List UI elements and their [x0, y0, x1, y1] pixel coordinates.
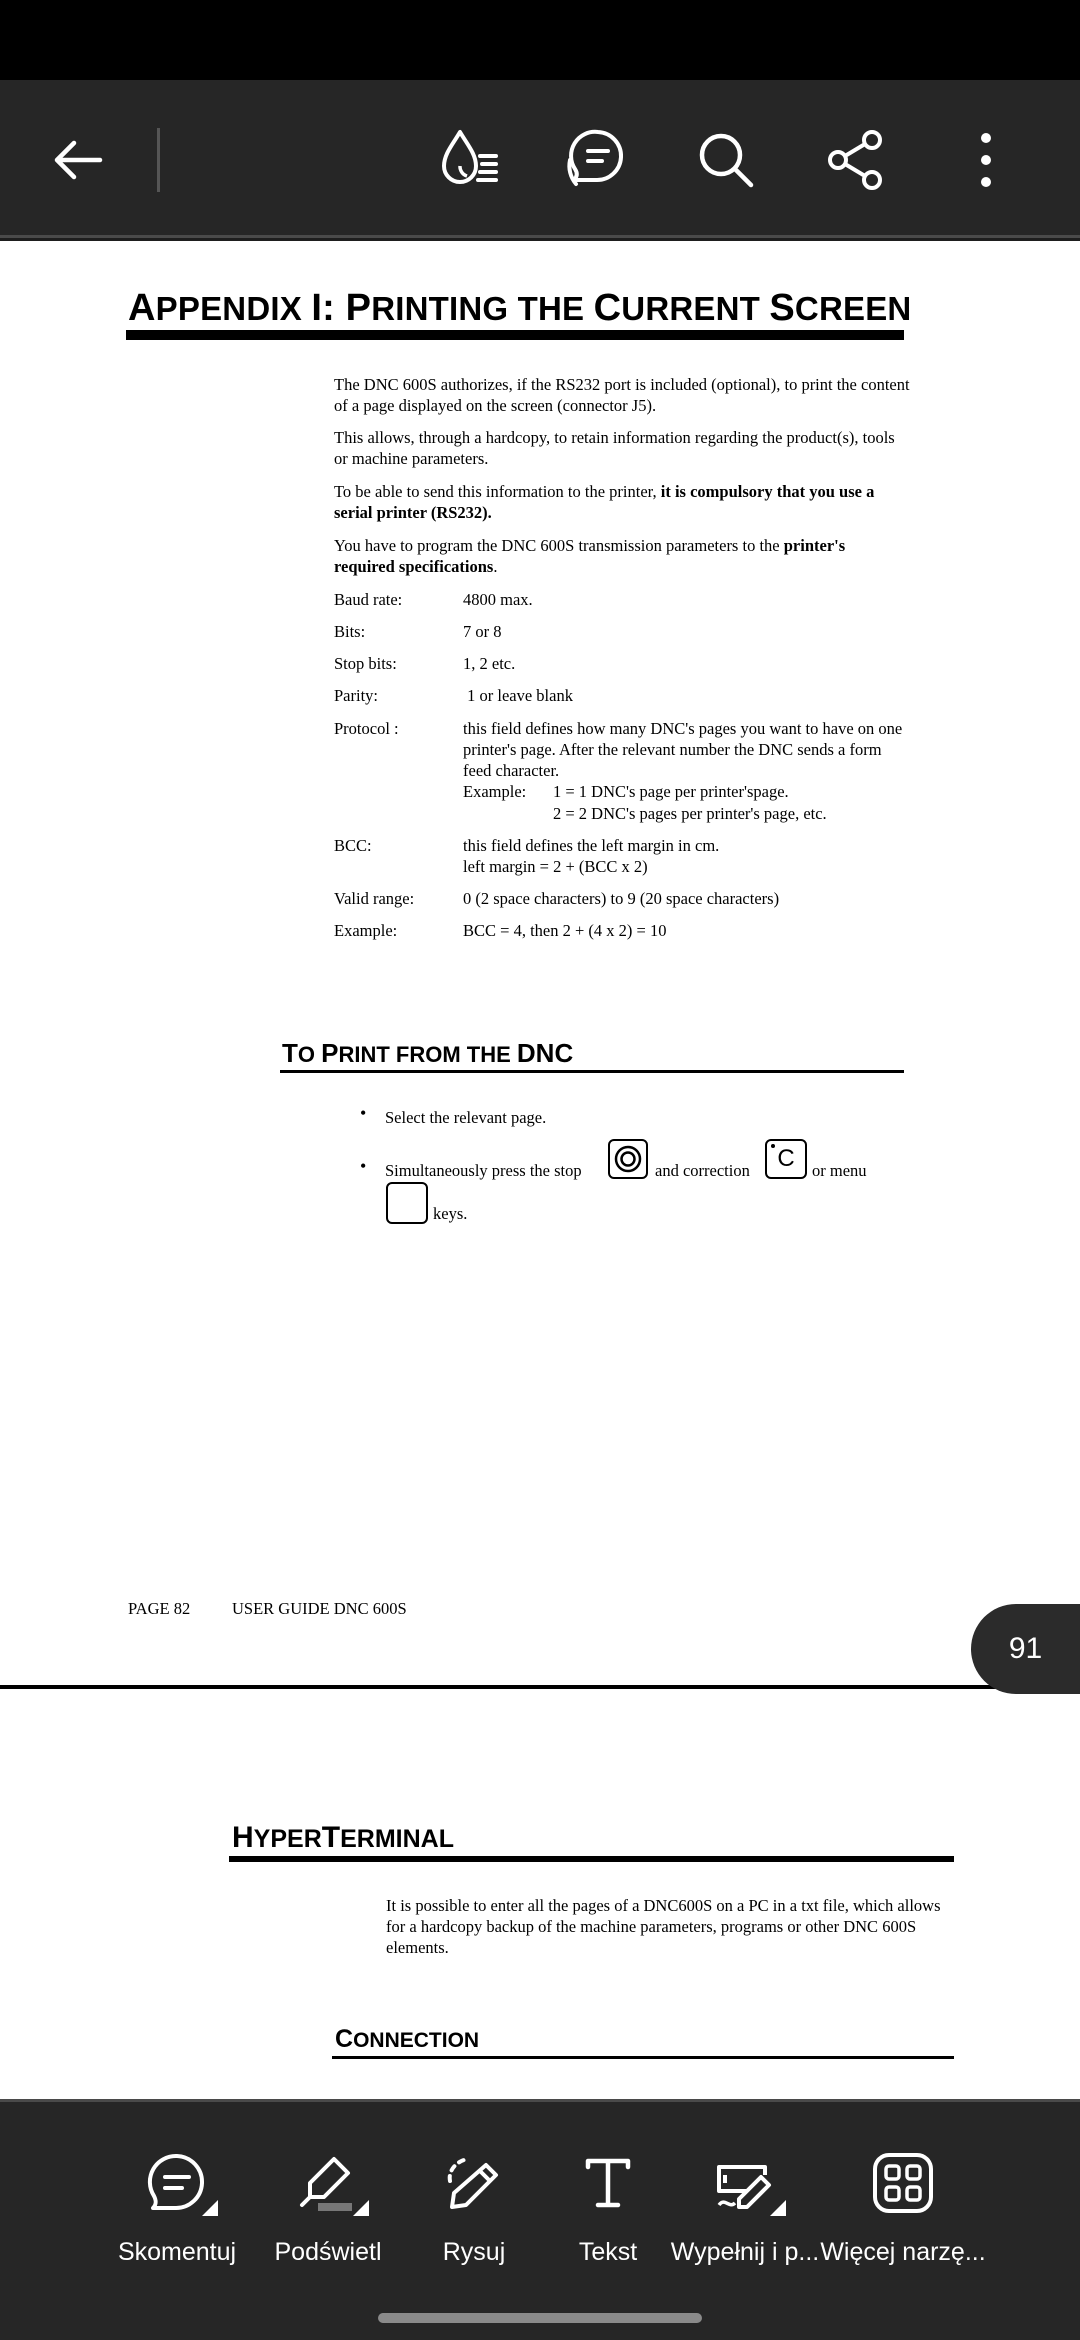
parity-label: Parity:: [334, 686, 378, 705]
bottom-toolbar: [0, 2099, 1080, 2340]
bcc-value: this field defines the left margin in cm.: [463, 836, 720, 855]
connection-title: CONNECTION: [335, 2025, 480, 2053]
text-icon: [573, 2148, 643, 2218]
bcc-formula: left margin = 2 + (BCC x 2): [463, 857, 648, 876]
more-options-button[interactable]: [946, 120, 1026, 200]
page-separator: [0, 1685, 1080, 1689]
bcc-label: BCC:: [334, 836, 372, 855]
text-color-button[interactable]: [428, 120, 508, 200]
bullet-2: •: [360, 1156, 367, 1176]
correction-key-icon: C: [765, 1139, 807, 1179]
stop-key-icon: [608, 1139, 648, 1179]
home-indicator[interactable]: [378, 2313, 702, 2323]
more-tools-grid-icon: [868, 2148, 938, 2218]
draw-pencil-icon: [439, 2148, 509, 2218]
share-button[interactable]: [816, 120, 896, 200]
highlighter-icon: [293, 2148, 363, 2218]
parity-value: 1 or leave blank: [463, 686, 573, 705]
more-vertical-icon: [976, 130, 996, 190]
valid-range-label: Valid range:: [334, 889, 415, 908]
appendix-title: APPENDIX I: PRINTING THE CURRENT SCREEN: [128, 287, 912, 329]
footer-guide-title: USER GUIDE DNC 600S: [232, 1599, 407, 1618]
print-section-title: TO PRINT FROM THE DNC: [282, 1038, 574, 1068]
stop-bits-label: Stop bits:: [334, 654, 397, 673]
example-label: Example:: [334, 921, 398, 940]
bullet-2-text-3: or menu: [812, 1161, 867, 1180]
back-button[interactable]: [38, 120, 118, 200]
bits-value: 7 or 8: [463, 622, 502, 641]
draw-tool[interactable]: [424, 2102, 524, 2282]
print-section-rule: [280, 1070, 904, 1073]
hyperterminal-title: HYPERTERMINAL: [232, 1821, 454, 1854]
toolbar-divider: [157, 128, 160, 192]
more-tools-label: Więcej narzę...: [820, 2238, 986, 2266]
hyperterminal-rule: [229, 1856, 954, 1862]
protocol-example-2: 2 = 2 DNC's pages per printer's page, etc.: [553, 804, 827, 823]
draw-tool-label: Rysuj: [442, 2238, 506, 2266]
protocol-value: this field defines how many DNC's pages you want to have on one printer's page. After the relevant number the DNC sends a form feed character.: [463, 719, 903, 780]
example-value: BCC = 4, then 2 + (4 x 2) = 10: [463, 921, 667, 940]
program-paragraph: You have to program the DNC 600S transmission parameters to the printer's required specifications.: [334, 536, 846, 576]
text-tool[interactable]: [558, 2102, 658, 2282]
bullet-2-text-2: and correction: [655, 1161, 750, 1180]
fill-sign-tool-label: Wypełnij i p...: [670, 2238, 820, 2266]
highlight-tool[interactable]: [268, 2102, 388, 2282]
comment-list-icon: [562, 126, 630, 194]
fill-sign-icon: [710, 2148, 780, 2218]
title-rule: [126, 330, 904, 340]
footer-page-number: PAGE 82: [128, 1599, 191, 1618]
share-icon: [824, 128, 888, 192]
document-viewer[interactable]: [0, 241, 1080, 2099]
intro-paragraph: The DNC 600S authorizes, if the RS232 port is included (optional), to print the content of a page displayed on the screen (connector J5).: [334, 375, 910, 415]
baud-rate-label: Baud rate:: [334, 590, 403, 609]
baud-rate-value: 4800 max.: [463, 590, 533, 609]
search-button[interactable]: [686, 120, 766, 200]
back-arrow-icon: [50, 132, 106, 188]
protocol-example-1: 1 = 1 DNC's page per printer'spage.: [553, 782, 789, 801]
search-icon: [696, 130, 756, 190]
bullet-2-text-1: Simultaneously press the stop: [385, 1161, 582, 1180]
bullet-1: •: [360, 1103, 367, 1123]
stop-bits-value: 1, 2 etc.: [463, 654, 516, 673]
bits-label: Bits:: [334, 622, 366, 641]
bullet-1-text: Select the relevant page.: [385, 1108, 547, 1127]
more-tools[interactable]: [820, 2102, 986, 2282]
text-tool-label: Tekst: [578, 2238, 638, 2266]
protocol-label: Protocol :: [334, 719, 399, 738]
text-color-icon: [434, 126, 502, 194]
hyperterminal-paragraph: It is possible to enter all the pages of a DNC600S on a PC in a txt file, which allows for a hardcopy backup of the machine parameters, programs or other DNC 600S elements.: [386, 1896, 941, 1957]
comment-icon: [142, 2148, 212, 2218]
comment-tool[interactable]: [112, 2102, 242, 2282]
connection-rule: [332, 2056, 954, 2059]
highlight-tool-label: Podświetl: [274, 2238, 382, 2266]
fill-sign-tool[interactable]: [672, 2102, 818, 2282]
bullet-2-text-4: keys.: [433, 1204, 468, 1223]
status-bar: [0, 0, 1080, 80]
menu-key-icon: [386, 1182, 428, 1224]
comment-list-button[interactable]: [556, 120, 636, 200]
top-toolbar: [0, 80, 1080, 238]
protocol-example-label: Example:: [463, 782, 527, 801]
hardcopy-paragraph: This allows, through a hardcopy, to retain information regarding the product(s), tools or machine parameters.: [334, 428, 895, 468]
printer-paragraph: To be able to send this information to the printer, it is compulsory that you use a serial printer (RS232).: [334, 482, 875, 522]
comment-tool-label: Skomentuj: [117, 2238, 237, 2266]
valid-range-value: 0 (2 space characters) to 9 (20 space characters): [463, 889, 780, 908]
page-number-badge[interactable]: 91: [971, 1604, 1080, 1694]
